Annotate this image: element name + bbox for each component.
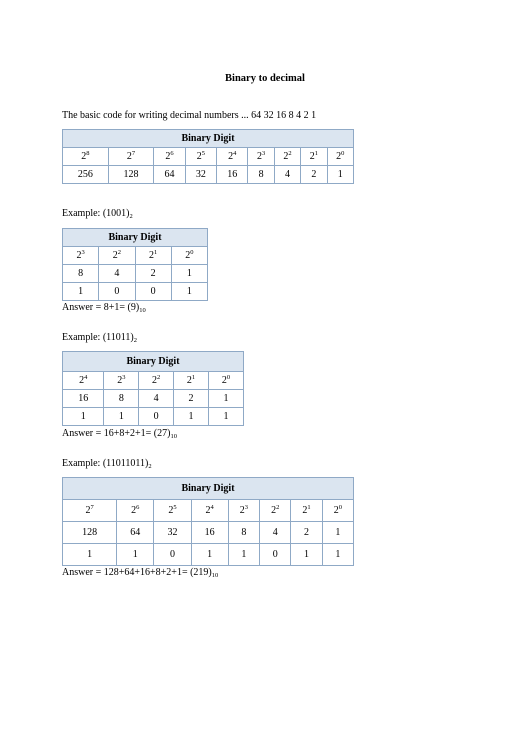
bit-cell: 0 <box>99 283 135 301</box>
values-row <box>63 166 354 184</box>
power-cell: $2^1$ <box>301 148 327 166</box>
place-value-cell: 128 <box>63 522 117 544</box>
bit-cell: 0 <box>260 544 291 566</box>
power-cell: $2^5$ <box>154 500 191 522</box>
power-cell: $2^6$ <box>117 500 154 522</box>
bit-cell: 1 <box>322 544 353 566</box>
place-value-cell: 16 <box>63 390 104 408</box>
values-row <box>63 522 354 544</box>
power-cell: $2^2$ <box>99 247 135 265</box>
table-header: Binary Digit <box>63 352 244 372</box>
place-value-cell: 32 <box>154 522 191 544</box>
place-value-cell: 4 <box>260 522 291 544</box>
values-row <box>63 390 244 408</box>
place-value-cell: 32 <box>185 166 216 184</box>
powers-row <box>63 148 354 166</box>
bits-row <box>63 283 208 301</box>
bit-cell: 1 <box>104 408 139 426</box>
example-1-table <box>62 228 208 301</box>
power-cell: $2^3$ <box>63 247 99 265</box>
place-value-cell: 128 <box>108 166 154 184</box>
place-value-cell: 16 <box>217 166 248 184</box>
place-value-cell: 16 <box>191 522 228 544</box>
power-cell: $2^0$ <box>327 148 353 166</box>
bits-row <box>63 408 244 426</box>
example-1-label: Example: $(1001)_2$ <box>62 208 133 220</box>
place-value-cell: 8 <box>248 166 274 184</box>
intro-text: The basic code for writing decimal numbers ... 64 32 16 8 4 2 1 <box>62 110 317 121</box>
power-cell: $2^4$ <box>217 148 248 166</box>
example-3-answer: Answer = $128+64+16+8+2+1= (219)_{10}$ <box>62 567 219 579</box>
values-row <box>63 265 208 283</box>
powers-row <box>63 500 354 522</box>
power-cell: $2^1$ <box>291 500 322 522</box>
bit-cell: 1 <box>174 408 209 426</box>
power-cell: $2^7$ <box>108 148 154 166</box>
bits-row <box>63 544 354 566</box>
bit-cell: 1 <box>117 544 154 566</box>
power-cell: $2^2$ <box>274 148 300 166</box>
bit-cell: 0 <box>135 283 171 301</box>
power-cell: $2^0$ <box>171 247 207 265</box>
power-cell: $2^1$ <box>135 247 171 265</box>
power-cell: $2^3$ <box>248 148 274 166</box>
place-value-cell: 64 <box>117 522 154 544</box>
place-value-cell: 1 <box>171 265 207 283</box>
power-cell: $2^4$ <box>191 500 228 522</box>
bit-cell: 1 <box>63 283 99 301</box>
table-header: Binary Digit <box>63 229 208 247</box>
power-cell: $2^3$ <box>228 500 259 522</box>
power-cell: $2^0$ <box>208 372 243 390</box>
place-value-cell: 1 <box>208 390 243 408</box>
bit-cell: 0 <box>139 408 174 426</box>
page-title: Binary to decimal <box>225 73 305 84</box>
example-2-table <box>62 351 244 426</box>
bit-cell: 0 <box>154 544 191 566</box>
power-cell: $2^2$ <box>260 500 291 522</box>
powers-row <box>63 372 244 390</box>
place-value-cell: 8 <box>63 265 99 283</box>
example-2-label: Example: $(11011)_2$ <box>62 332 137 344</box>
bit-cell: 1 <box>208 408 243 426</box>
example-3-label: Example: $(11011011)_2$ <box>62 458 152 470</box>
bit-cell: 1 <box>191 544 228 566</box>
power-cell: $2^3$ <box>104 372 139 390</box>
place-value-cell: 8 <box>104 390 139 408</box>
power-cell: $2^0$ <box>322 500 353 522</box>
table-header: Binary Digit <box>63 130 354 148</box>
bit-cell: 1 <box>228 544 259 566</box>
place-value-cell: 8 <box>228 522 259 544</box>
place-value-cell: 4 <box>99 265 135 283</box>
place-value-cell: 256 <box>63 166 109 184</box>
bit-cell: 1 <box>63 544 117 566</box>
place-value-cell: 64 <box>154 166 185 184</box>
place-value-cell: 4 <box>139 390 174 408</box>
power-cell: $2^6$ <box>154 148 185 166</box>
power-cell: $2^5$ <box>185 148 216 166</box>
place-value-cell: 2 <box>174 390 209 408</box>
power-cell: $2^4$ <box>63 372 104 390</box>
example-1-answer: Answer = $8+1= (9)_{10}$ <box>62 302 146 314</box>
place-value-cell: 4 <box>274 166 300 184</box>
place-value-cell: 1 <box>327 166 353 184</box>
power-cell: $2^7$ <box>63 500 117 522</box>
power-cell: $2^1$ <box>174 372 209 390</box>
powers-row <box>63 247 208 265</box>
place-value-cell: 2 <box>291 522 322 544</box>
table-header: Binary Digit <box>63 478 354 500</box>
bit-cell: 1 <box>63 408 104 426</box>
place-value-cell: 2 <box>135 265 171 283</box>
power-cell: $2^2$ <box>139 372 174 390</box>
bit-cell: 1 <box>171 283 207 301</box>
main-binary-table <box>62 129 354 184</box>
place-value-cell: 2 <box>301 166 327 184</box>
power-cell: $2^8$ <box>63 148 109 166</box>
example-3-table <box>62 477 354 566</box>
example-2-answer: Answer = $16+8+2+1= (27)_{10}$ <box>62 428 177 440</box>
place-value-cell: 1 <box>322 522 353 544</box>
bit-cell: 1 <box>291 544 322 566</box>
